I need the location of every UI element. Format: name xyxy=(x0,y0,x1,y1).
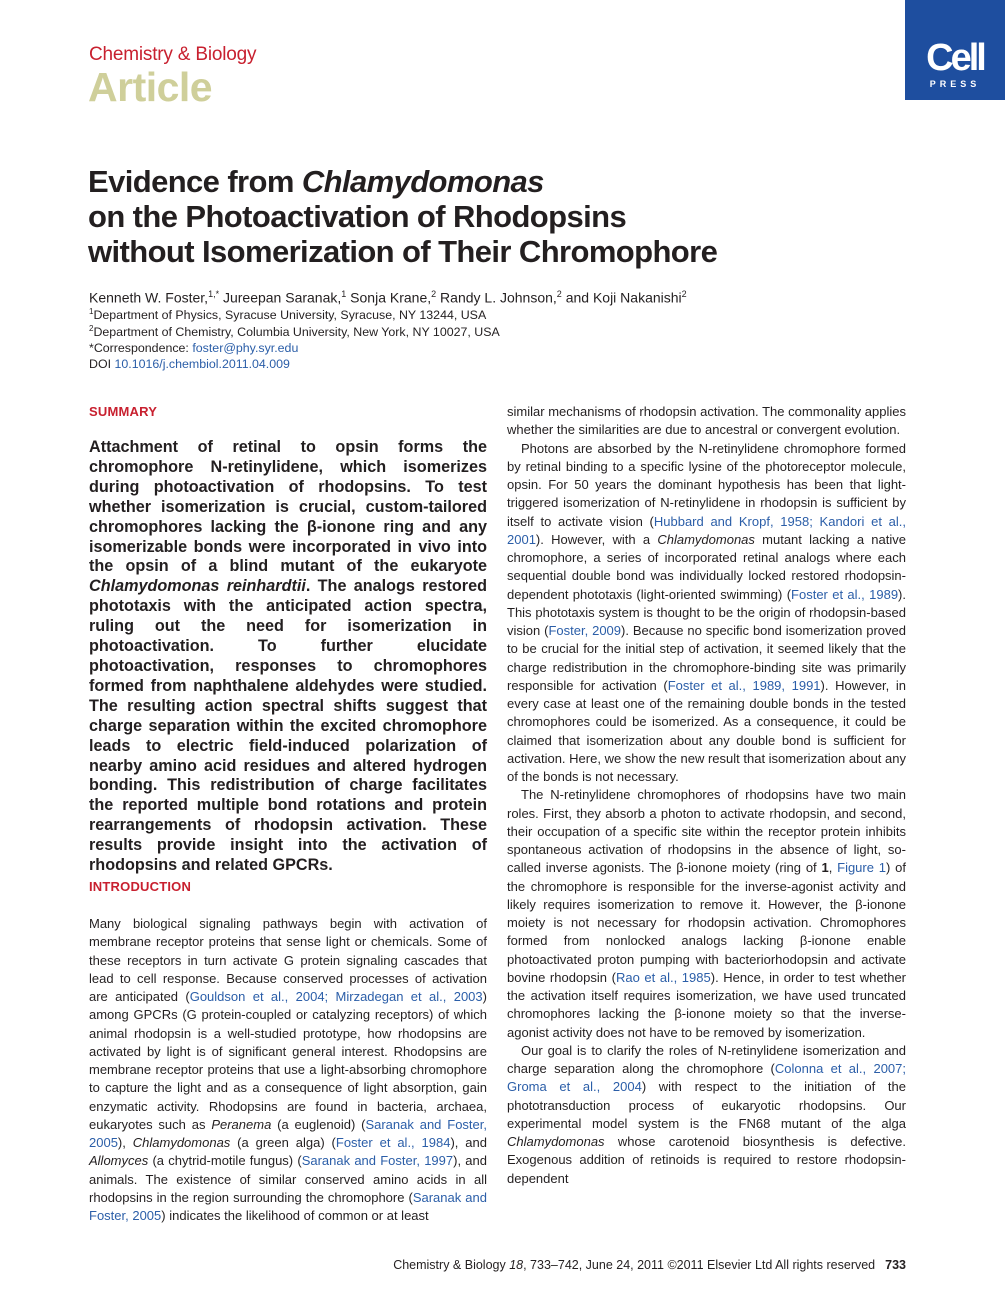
title-line-3: without Isomerization of Their Chromophore xyxy=(88,234,718,269)
paragraph: The N-retinylidene chromophores of rhodopsins have two main roles. First, they absorb a photon to activate rhodopsin, and second, their occupation of a specific site within the receptor protein inhibits spontaneous activation of rhodopsins in the absence of light, so-called inverse agonists. The β-ionone moiety (ring of 1, Figure 1) of the chromophore is responsible for the inverse-agonist activity and likely requires isomerization to remove it. However, the β-ionone moiety is not necessary for rhodopsin activation. Chromophores formed from nonlocked analogs lacking β-ionone enable photoactivated proton pumping with bacteriorhodopsin and activate bovine rhodopsin (Rao et al., 1985). Hence, in order to test whether the activation itself requires isomerization, we have used truncated chromophores lacking the β-ionone moiety so that the inverse-agonist activity does not have to be removed by isomerization. xyxy=(507,787,907,1040)
article-title xyxy=(88,164,848,269)
reference-link[interactable]: Foster, 2009 xyxy=(548,623,622,638)
reference-link[interactable]: Foster et al., 1989 xyxy=(791,586,899,602)
author-list xyxy=(89,289,687,306)
author-affil-sup: 2 xyxy=(556,289,562,299)
paragraph: Photons are absorbed by the N-retinylidene chromophore formed by retinal binding to a specific lysine of the photoreceptor molecule, opsin. For 50 years the dominant hypothesis has been that light-triggered isomerization of N-retinylidene in rhodopsin is sufficient by itself to activate vision (Hubbard and Kropf, 1958; Kandori et al., 2001). However, with a Chlamydomonas mutant lacking a native chromophore, a series of incorporated retinal analogs where each sequential double bond was individually locked restored rhodopsin-dependent phototaxis (light-oriented swimming) (Foster et al., 1989). This phototaxis system is thought to be the origin of rhodopsin-based vision (Foster, 2009). Because no specific bond isomerization proved to be crucial for the initial step of activation, it seemed likely that the charge redistribution in the chromophore-binding site was primarily responsible for activation (Foster et al., 1989, 1991). However, in every case at least one of the remaining double bonds in the tested chromophores could be isomerized. As a consequence, it could be claimed that isomerization about any double bond is sufficient for activation. Here, we show the new result that isomerization about any of the bonds is not necessary. xyxy=(507,440,906,784)
page-number: 733 xyxy=(885,1258,906,1272)
correspondence-email-link[interactable]: foster@phy.syr.edu xyxy=(192,341,299,355)
reference-link[interactable]: Saranak and Foster, 1997 xyxy=(301,1153,454,1169)
author-affil-sup: 2 xyxy=(681,289,687,299)
author-name: Jureepan Saranak, xyxy=(219,289,342,306)
author-name: Randy L. Johnson, xyxy=(436,289,557,306)
affiliation-1: $^1$Department of Physics, Syracuse University, Syracuse, NY 13244, USA xyxy=(89,307,487,323)
article-type: Article xyxy=(88,64,213,110)
logo-main-text: Cell xyxy=(926,37,984,79)
page-footer xyxy=(330,1258,906,1272)
paragraph: similar mechanisms of rhodopsin activation. The commonality applies whether the similarities are due to ancestral or convergent evolution. xyxy=(507,404,906,438)
reference-link[interactable]: Rao et al., 1985 xyxy=(615,969,711,985)
author-affil-sup: 1 xyxy=(341,289,347,299)
author-name: Sonja Krane, xyxy=(346,289,432,306)
author-affil-sup: 1,* xyxy=(208,289,220,299)
right-column-text xyxy=(507,403,906,1188)
doi: DOI 10.1016/j.chembiol.2011.04.009 xyxy=(89,357,290,371)
reference-link[interactable]: Saranak and Foster, 2005 xyxy=(89,1189,487,1223)
author-affil-sup: 2 xyxy=(431,289,437,299)
affiliation-2: $^2$Department of Chemistry, Columbia University, New York, NY 10027, USA xyxy=(89,324,500,340)
author-name: and Koji Nakanishi xyxy=(561,289,682,306)
reference-link[interactable]: Foster et al., 1989, 1991 xyxy=(667,677,821,693)
correspondence: *Correspondence: foster@phy.syr.edu xyxy=(89,341,299,355)
title-line-2: on the Photoactivation of Rhodopsins xyxy=(88,199,627,234)
figure-link[interactable]: Figure 1 xyxy=(837,860,887,876)
reference-link[interactable]: Foster et al., 1984 xyxy=(335,1135,451,1150)
summary-heading: SUMMARY xyxy=(89,404,158,419)
title-line-1: Evidence from Chlamydomonas xyxy=(88,164,544,199)
introduction-heading: INTRODUCTION xyxy=(89,879,192,894)
summary-text: Attachment of retinal to opsin forms the chromophore N-retinylidene, which isomerizes during photoactivation of rhodopsins. To test whether isomerization is crucial, custom-tailored chromophores lacking the β-ionone ring and any isomerizable bonds were incorporated in vivo into the opsin of a blind mutant of the eukaryote Chlamydomonas reinhardtii. The analogs restored phototaxis with the anticipated action spectra, ruling out the need for isomerization in photoactivation. To further elucidate photoactivation, responses to chromophores formed from naphthalene aldehydes were studied. The resulting action spectral shifts suggest that charge separation within the excited chromophore leads to electric field-induced polarization of nearby amino acid residues and altered hydrogen bonding. This redistribution of charge facilitates the reported multiple bond rotations and protein rearrangements of rhodopsin activation. These results provide insight into the activation of rhodopsins and related GPCRs. xyxy=(89,438,487,875)
reference-link[interactable]: Saranak and Foster, 2005 xyxy=(89,1116,487,1150)
paragraph: Our goal is to clarify the roles of N-retinylidene isomerization and charge separation along the chromophore (Colonna et al., 2007; Groma et al., 2004) with respect to the initiation of the phototransduction process of eukaryotic rhodopsins. Our experimental model system is the FN68 mutant of the alga Chlamydomonas whose carotenoid biosynthesis is defective. Exogenous addition of retinoids is required to restore rhodopsin-dependent xyxy=(507,1042,907,1186)
citation: Chemistry & Biology 18, 733–742, June 24, 2011 ©2011 Elsevier Ltd All rights reserved xyxy=(393,1258,876,1272)
reference-link[interactable]: Gouldson et al., 2004; Mirzadegan et al., 2003 xyxy=(189,989,483,1004)
cell-press-logo[interactable] xyxy=(905,0,1005,100)
doi-link[interactable]: 10.1016/j.chembiol.2011.04.009 xyxy=(114,357,290,371)
author-name: Kenneth W. Foster, xyxy=(89,289,209,306)
reference-link[interactable]: Hubbard and Kropf, 1958; Kandori et al., 2001 xyxy=(507,513,906,547)
journal-name: Chemistry & Biology xyxy=(89,44,257,65)
logo-sub-text: PRESS xyxy=(929,79,981,89)
reference-link[interactable]: Colonna et al., 2007; Groma et al., 2004 xyxy=(507,1061,907,1095)
introduction-text: Many biological signaling pathways begin with activation of membrane receptor proteins that sense light or chemicals. Some of these receptors in turn activate G protein signaling cascades that lead to cell response. Because conserved processes of activation are anticipated (Gouldson et al., 2004; Mirzadegan et al., 2003) among GPCRs (G protein-coupled or catalyzing receptors) of which animal rhodopsin is a well-studied prototype, how rhodopsins are activated by light is of significant general interest. Rhodopsins are membrane receptor proteins that use a light-absorbing chromophore to capture the light and as a consequence of light absorption, gain enzymatic activity. Rhodopsins are found in bacteria, archaea, eukaryotes such as Peranema (a euglenoid) (Saranak and Foster, 2005), Chlamydomonas (a green alga) (Foster et al., 1984), and Allomyces (a chytrid-motile fungus) (Saranak and Foster, 1997), and animals. The existence of similar conserved amino acids in all rhodopsins in the region surrounding the chromophore (Saranak and Foster, 2005) indicates the likelihood of common or at least xyxy=(89,916,487,1223)
